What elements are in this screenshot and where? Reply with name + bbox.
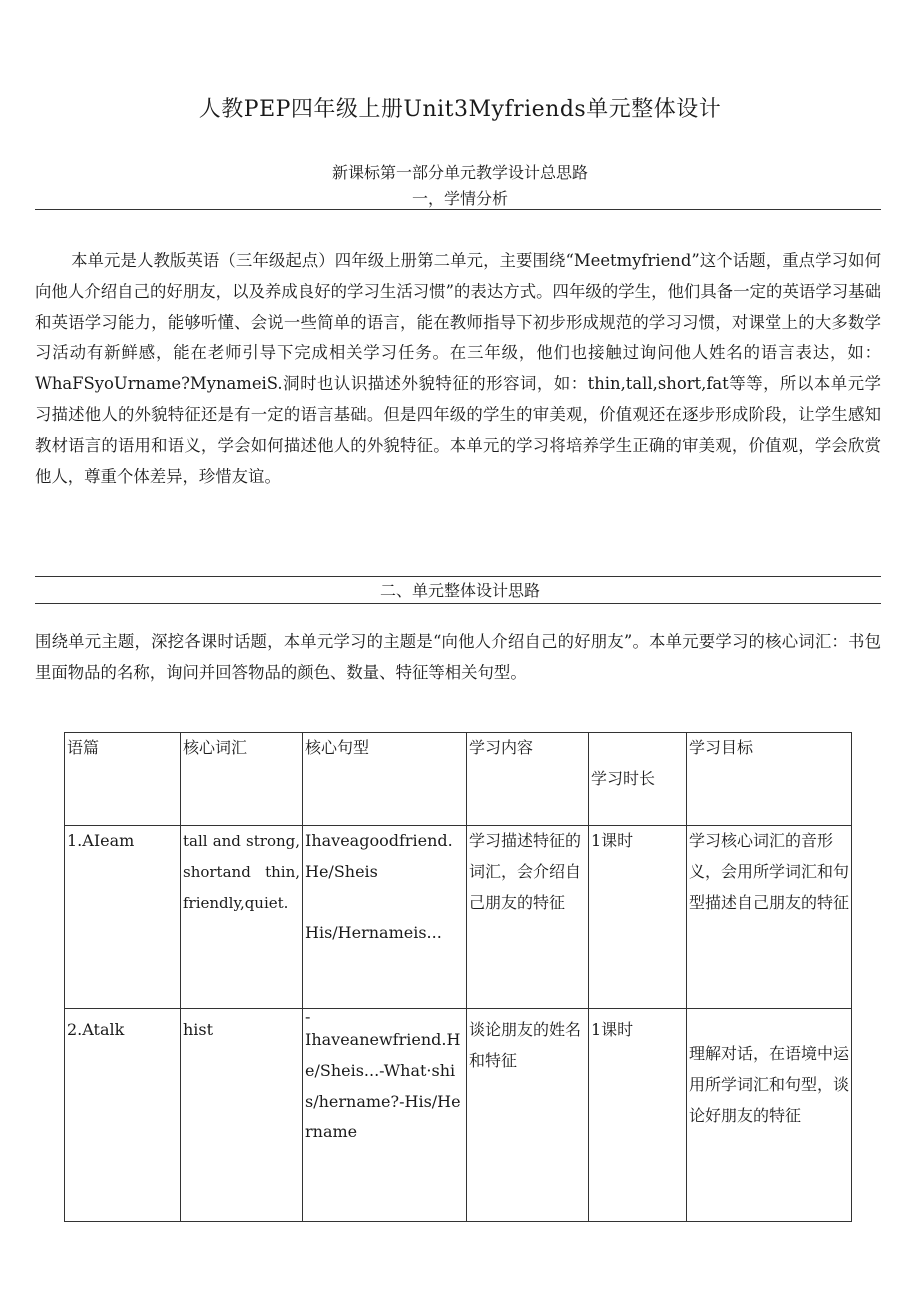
cell-duration: 1课时 bbox=[589, 1009, 687, 1222]
cell-pattern-line: His/Hernameis... bbox=[305, 922, 442, 942]
document-subtitle: 新课标第一部分单元教学设计总思路 bbox=[331, 163, 588, 182]
cell-pattern bbox=[303, 1009, 467, 1222]
table-row bbox=[65, 826, 852, 1009]
section1-paragraph: 本单元是人教版英语（三年级起点）四年级上册第二单元，主要围绕“Meetmyfriend”这个话题，重点学习如何向他人介绍自己的好朋友，以及养成良好的学习生活习惯”的表达方式。四年级的学生，他们具备一定的英语学习基础和英语学习能力，能够听懂、会说一些简单的语言，能在教师指导下初步形成规范的学习习惯，对课堂上的大多数学习活动有新鲜感，能在老师引导下完成相关学习任务。在三年级，他们也接触过询问他人姓名的语言表达，如：WhaFSyoUrname?MynameiS.洞时也认识描述外貌特征的形容词，如：thin,tall,short,fat等等，所以本单元学习描述他人的外貌特征还是有一定的语言基础。但是四年级的学生的审美观，价值观还在逐步形成阶段，让学生感知教材语言的语用和语义，学会如何描述他人的外貌特征。本单元的学习将培养学生正确的审美观，价值观，学会欣赏他人，尊重个体差异，珍惜友谊。 bbox=[35, 251, 881, 486]
cell-text: 2.Atalk bbox=[65, 1009, 181, 1222]
cell-pattern-line: Ihaveagoodfriend.He/Sheis bbox=[305, 831, 453, 881]
cell-vocab: hist bbox=[181, 1009, 303, 1222]
cell-text: 1.AIeam bbox=[65, 826, 181, 1009]
header-content: 学习内容 bbox=[467, 733, 589, 826]
unit-plan-table bbox=[64, 732, 852, 1222]
document-title: 人教PEP四年级上册Unit3Myfriends单元整体设计 bbox=[198, 97, 722, 122]
section1-heading: 一，学情分析 bbox=[411, 189, 508, 208]
header-vocab: 核心词汇 bbox=[181, 733, 303, 826]
cell-content: 学习描述特征的词汇，会介绍自己朋友的特征 bbox=[467, 826, 589, 1009]
header-duration: 学习时长 bbox=[589, 733, 687, 826]
section2-heading: 二、单元整体设计思路 bbox=[379, 581, 540, 600]
header-goal: 学习目标 bbox=[687, 733, 852, 826]
cell-pattern-line: Ihaveanewfriend.He/Sheis...-What·shis/hername?-His/Hername bbox=[305, 1030, 461, 1142]
header-pattern: 核心句型 bbox=[303, 733, 467, 826]
section2-divider-bottom bbox=[35, 603, 881, 604]
header-text: 语篇 bbox=[65, 733, 181, 826]
cell-vocab: tall and strong,shortand thin, friendly,quiet. bbox=[181, 826, 303, 1009]
cell-goal: 理解对话，在语境中运用所学词汇和句型，谈论好朋友的特征 bbox=[687, 1009, 852, 1222]
cell-content: 谈论朋友的姓名和特征 bbox=[467, 1009, 589, 1222]
cell-pattern-line: - bbox=[305, 1007, 311, 1026]
cell-pattern bbox=[303, 826, 467, 1009]
table-header-row bbox=[65, 733, 852, 826]
cell-goal: 学习核心词汇的音形义，会用所学词汇和句型描述自己朋友的特征 bbox=[687, 826, 852, 1009]
section2-divider-top bbox=[35, 576, 881, 577]
cell-duration: 1课时 bbox=[589, 826, 687, 1009]
table-row bbox=[65, 1009, 852, 1222]
section1-divider bbox=[35, 209, 881, 210]
section2-paragraph: 围绕单元主题，深挖各课时话题，本单元学习的主题是“向他人介绍自己的好朋友”。本单元要学习的核心词汇：书包里面物品的名称，询问并回答物品的颜色、数量、特征等相关句型。 bbox=[35, 632, 881, 682]
